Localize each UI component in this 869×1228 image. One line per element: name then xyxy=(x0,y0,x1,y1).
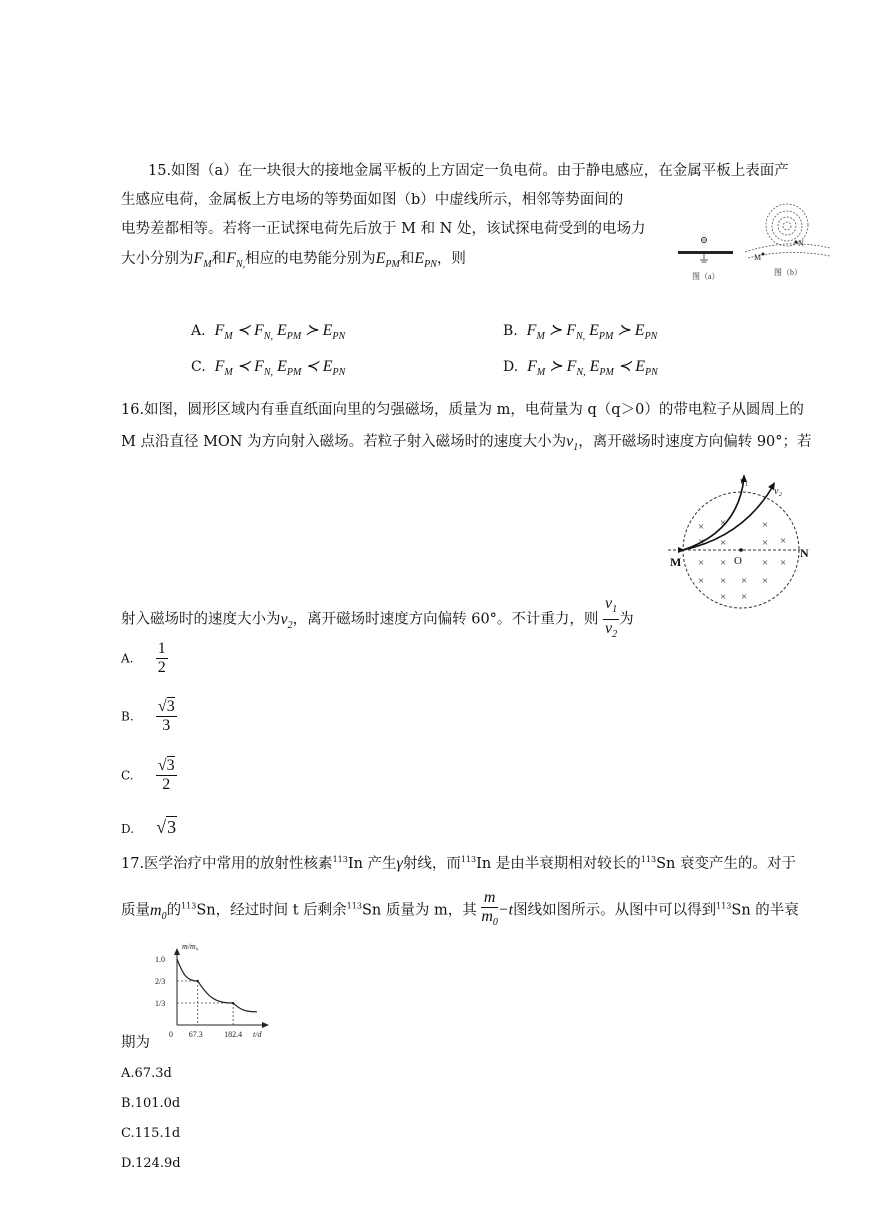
y-tick-label: 1.0 xyxy=(155,955,165,964)
trajectory-v1 xyxy=(683,478,744,550)
q16-figure xyxy=(668,472,818,612)
svg-text:×: × xyxy=(762,519,769,531)
y-tick-label: 1/3 xyxy=(155,999,166,1008)
svg-text:×: × xyxy=(720,557,727,569)
label-v2: v₂ xyxy=(774,486,782,497)
q15-line-3: 电势差都相等。若将一正试探电荷先后放于 M 和 N 处，该试探电荷受到的电场力 xyxy=(121,221,646,237)
svg-text:×: × xyxy=(762,537,769,549)
trajectory-v2 xyxy=(683,486,773,550)
data-point-0 xyxy=(197,980,199,982)
label-v1: v₁ xyxy=(740,476,748,487)
svg-text:×: × xyxy=(720,537,727,549)
q15-line-2: 生感应电荷，金属板上方电场的等势面如图（b）中虚线所示，相邻等势面间的 xyxy=(121,192,624,208)
svg-text:×: × xyxy=(698,536,705,548)
svg-text:×: × xyxy=(698,575,705,587)
decay-chart xyxy=(153,940,273,1040)
q16-option-b[interactable]: B. $\frac{√3}{3}$ xyxy=(121,698,175,734)
q15-option-c[interactable]: C. $F_M$ ≺ $F_{N,}$ $E_{PM}$ ≺ $E_{PN}$ xyxy=(191,358,346,378)
label-o: O xyxy=(734,555,742,567)
v1-over-v2-fraction: $\frac{v_1}{v_2}$ xyxy=(605,595,618,640)
svg-text:×: × xyxy=(741,575,748,587)
figure-b-label: 图（b） xyxy=(774,268,802,277)
q17-option-b[interactable]: B.101.0d xyxy=(121,1096,181,1111)
svg-text:×: × xyxy=(762,557,769,569)
q16-option-c[interactable]: C. $\frac{√3}{2}$ xyxy=(121,757,175,793)
q17-option-c[interactable]: C.115.1d xyxy=(121,1126,181,1141)
svg-text:×: × xyxy=(780,557,787,569)
label-m: M xyxy=(670,555,682,569)
q17-line-1: 17.医学治疗中常用的放射性核素$^{113}$In 产生γ射线，而$^{113}$In 是由半衰期相对较长的$^{113}$Sn 衰变产生的。对于 xyxy=(121,855,796,872)
x-tick-label: 182.4 xyxy=(224,1030,243,1039)
q16-line-2: M 点沿直径 MON 为方向射入磁场。若粒子射入磁场时的速度大小为$v_1$，离开磁场时速度方向偏转 90°；若 xyxy=(121,433,812,453)
figure-b xyxy=(745,204,830,277)
q15-option-d[interactable]: D. $F_M$ ≻ $F_{N,}$ $E_{PM}$ ≺ $E_{PN}$ xyxy=(503,358,658,378)
svg-text:×: × xyxy=(720,517,727,529)
figure-a xyxy=(678,238,733,282)
x-axis-label: t/d xyxy=(253,1030,262,1039)
q16-option-d[interactable]: D. √3 xyxy=(121,817,177,837)
svg-text:×: × xyxy=(698,521,705,533)
y-tick-label: 2/3 xyxy=(155,977,166,986)
y-axis-label: m/m₀ xyxy=(182,942,199,951)
label-n: N xyxy=(800,546,809,560)
q16-option-a[interactable]: A. $\frac{1}{2}$ xyxy=(121,640,166,676)
q17-option-d[interactable]: D.124.9d xyxy=(121,1156,181,1171)
field-crosses xyxy=(698,517,786,603)
x-tick-label: 0 xyxy=(169,1030,173,1039)
q15-line-4: 大小分别为$F_M$和$F_{N,}$相应的电势能分别为$E_{PM}$和$E_{PN}$，则 xyxy=(121,250,466,270)
figure-a-label: 图（a） xyxy=(692,272,720,281)
svg-text:×: × xyxy=(720,575,727,587)
q15-option-b[interactable]: B. $F_M$ ≻ $F_{N,}$ $E_{PM}$ ≻ $E_{PN}$ xyxy=(503,322,658,342)
q15-option-a[interactable]: A. $F_M$ ≺ $F_{N,}$ $E_{PM}$ ≻ $E_{PN}$ xyxy=(191,322,346,342)
q15-figure xyxy=(670,198,835,290)
q17-option-a[interactable]: A.67.3d xyxy=(121,1066,172,1081)
data-point-1 xyxy=(232,1002,234,1004)
x-tick-label: 67.3 xyxy=(188,1030,203,1039)
svg-text:×: × xyxy=(741,591,748,603)
q16-line-1: 16.如图，圆形区域内有垂直纸面向里的匀强磁场，质量为 m，电荷量为 q（q＞0）的带电粒子从圆周上的 xyxy=(121,402,804,418)
q17-line-2: 质量$m_0$的$^{113}$Sn，经过时间 t 后剩余$^{113}$Sn 质量为 m，其 $\frac{m}{m_0}$ −t图线如图所示。从图中可以得到$^{113}$Sn 的半衰 xyxy=(121,889,799,928)
figure-b-n: N xyxy=(798,239,804,248)
svg-text:×: × xyxy=(762,575,769,587)
q17-line-3: 期为 xyxy=(121,1035,150,1051)
q15-line-1: 15.如图（a）在一块很大的接地金属平板的上方固定一负电荷。由于静电感应，在金属平板上表面产 xyxy=(148,163,789,179)
decay-curve xyxy=(177,959,257,1012)
figure-b-m: M xyxy=(754,253,762,262)
svg-text:×: × xyxy=(698,557,705,569)
q16-line-3: 射入磁场时的速度大小为$v_2$，离开磁场时速度方向偏转 60°。不计重力，则 $\frac{v_1}{v_2}$ 为 xyxy=(121,595,634,644)
svg-text:×: × xyxy=(720,591,727,603)
svg-text:×: × xyxy=(780,535,787,547)
